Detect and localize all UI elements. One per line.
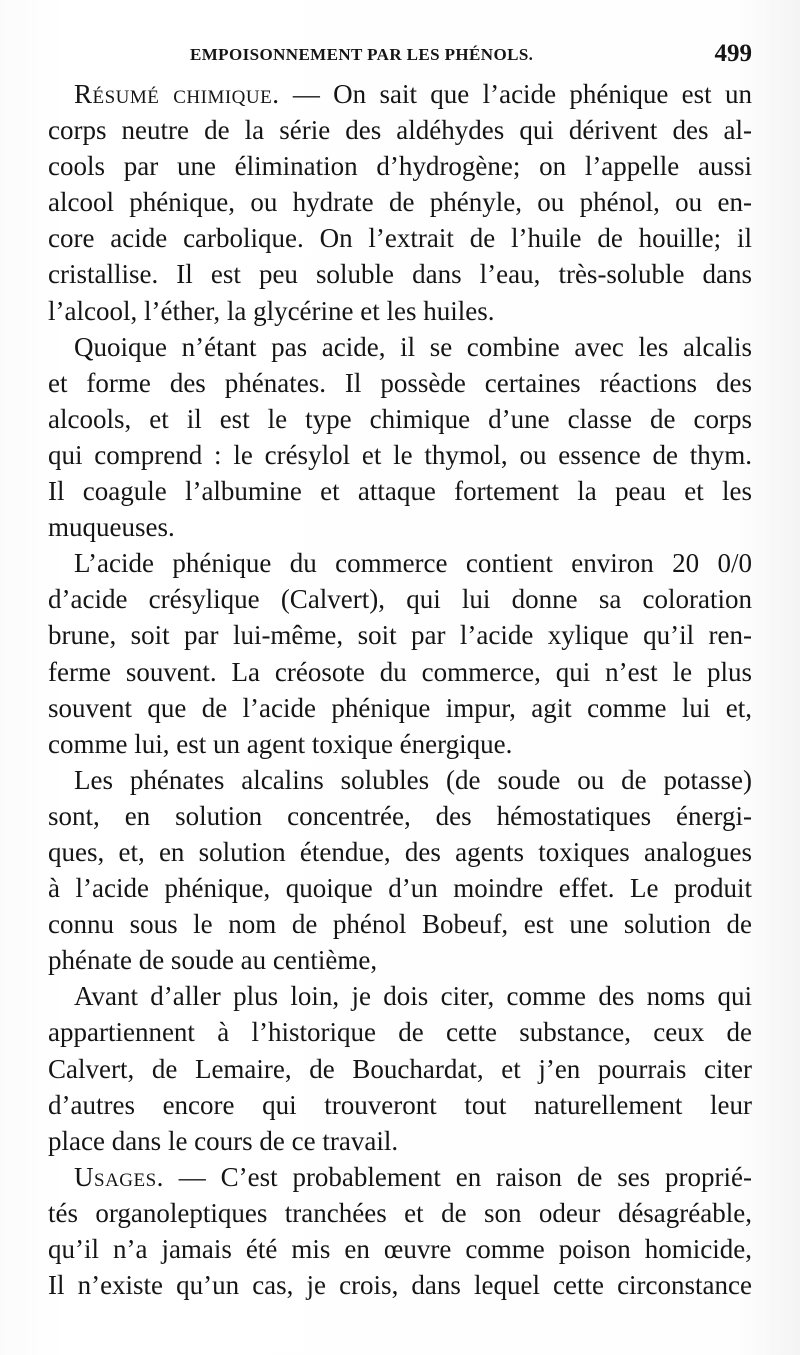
text-line: l’alcool, l’éther, la glycérine et les huiles. <box>48 295 495 326</box>
text-line: Calvert, de Lemaire, de Bouchardat, et j’en pourrais citer <box>48 1053 752 1084</box>
section-heading: Usages. <box>74 1161 164 1192</box>
running-title: EMPOISONNEMENT PAR LES PHÉNOLS. <box>190 45 534 64</box>
text-line: tés organoleptiques tranchées et de son odeur désagréable, <box>48 1197 752 1228</box>
text-line: cristallise. Il est peu soluble dans l’eau, très-soluble dans <box>48 259 752 290</box>
text-line: Il coagule l’albumine et attaque fortement la peau et les <box>48 476 752 507</box>
paragraph <box>48 978 752 1158</box>
text-line: cools par une élimination d’hydrogène; on l’appelle aussi <box>48 151 752 182</box>
text-line: alcools, et il est le type chimique d’une classe de corps <box>48 403 752 434</box>
text-line: appartiennent à l’historique de cette substance, ceux de <box>48 1017 752 1048</box>
text-line: Quoique n’étant pas acide, il se combine avec les alcalis <box>74 331 752 362</box>
text-line: brune, soit par lui-même, soit par l’acide xylique qu’il ren- <box>48 620 752 651</box>
text-line: Usages. — C’est probablement en raison de ses proprié- <box>74 1161 752 1192</box>
text-line: Résumé chimique. — On sait que l’acide phénique est un <box>74 79 752 109</box>
paragraph-usages <box>48 1159 752 1303</box>
page-number: 499 <box>714 40 752 67</box>
text-line: Les phénates alcalins solubles (de soude ou de potasse) <box>74 764 752 795</box>
text-line: muqueuses. <box>48 512 175 543</box>
text-line: core acide carbolique. On l’extrait de l’huile de houille; il <box>48 223 752 254</box>
text-line: à l’acide phénique, quoique d’un moindre effet. Le produit <box>48 873 752 904</box>
text-line: alcool phénique, ou hydrate de phényle, ou phénol, ou en- <box>48 187 752 218</box>
text-line: qui comprend : le crésylol et le thymol, ou essence de thym. <box>48 439 752 470</box>
text-line: place dans le cours de ce travail. <box>48 1125 399 1156</box>
paragraph <box>48 762 752 979</box>
paragraph-resume-chimique <box>48 76 752 329</box>
text-line: qu’il n’a jamais été mis en œuvre comme poison homicide, <box>48 1234 752 1264</box>
text-line: L’acide phénique du commerce contient environ 20 0/0 <box>74 548 752 579</box>
text-line: corps neutre de la série des aldéhydes qui dérivent des al- <box>48 115 752 146</box>
text-line: d’acide crésylique (Calvert), qui lui donne sa coloration <box>48 584 752 615</box>
body-text <box>48 76 752 1303</box>
paragraph <box>48 329 752 546</box>
text-line: souvent que de l’acide phénique impur, agit comme lui et, <box>48 692 752 723</box>
text-line: Avant d’aller plus loin, je dois citer, comme des noms qui <box>74 981 752 1012</box>
page-header <box>48 42 752 72</box>
text-line: connu sous le nom de phénol Bobeuf, est une solution de <box>48 909 752 940</box>
text-line: d’autres encore qui trouveront tout naturellement leur <box>48 1089 752 1120</box>
text-line: comme lui, est un agent toxique énergique. <box>48 728 513 759</box>
text-line: et forme des phénates. Il possède certaines réactions des <box>48 367 752 398</box>
paragraph <box>48 545 752 762</box>
text-line: ferme souvent. La créosote du commerce, qui n’est le plus <box>48 656 752 687</box>
section-heading: Résumé chimique. <box>74 79 280 109</box>
text-line: sont, en solution concentrée, des hémostatiques énergi- <box>48 800 752 831</box>
text-line: phénate de soude au centième, <box>48 945 378 976</box>
text-line: Il n’existe qu’un cas, je crois, dans lequel cette circonstance <box>48 1270 752 1301</box>
text-line: ques, et, en solution étendue, des agents toxiques analogues <box>48 836 752 867</box>
